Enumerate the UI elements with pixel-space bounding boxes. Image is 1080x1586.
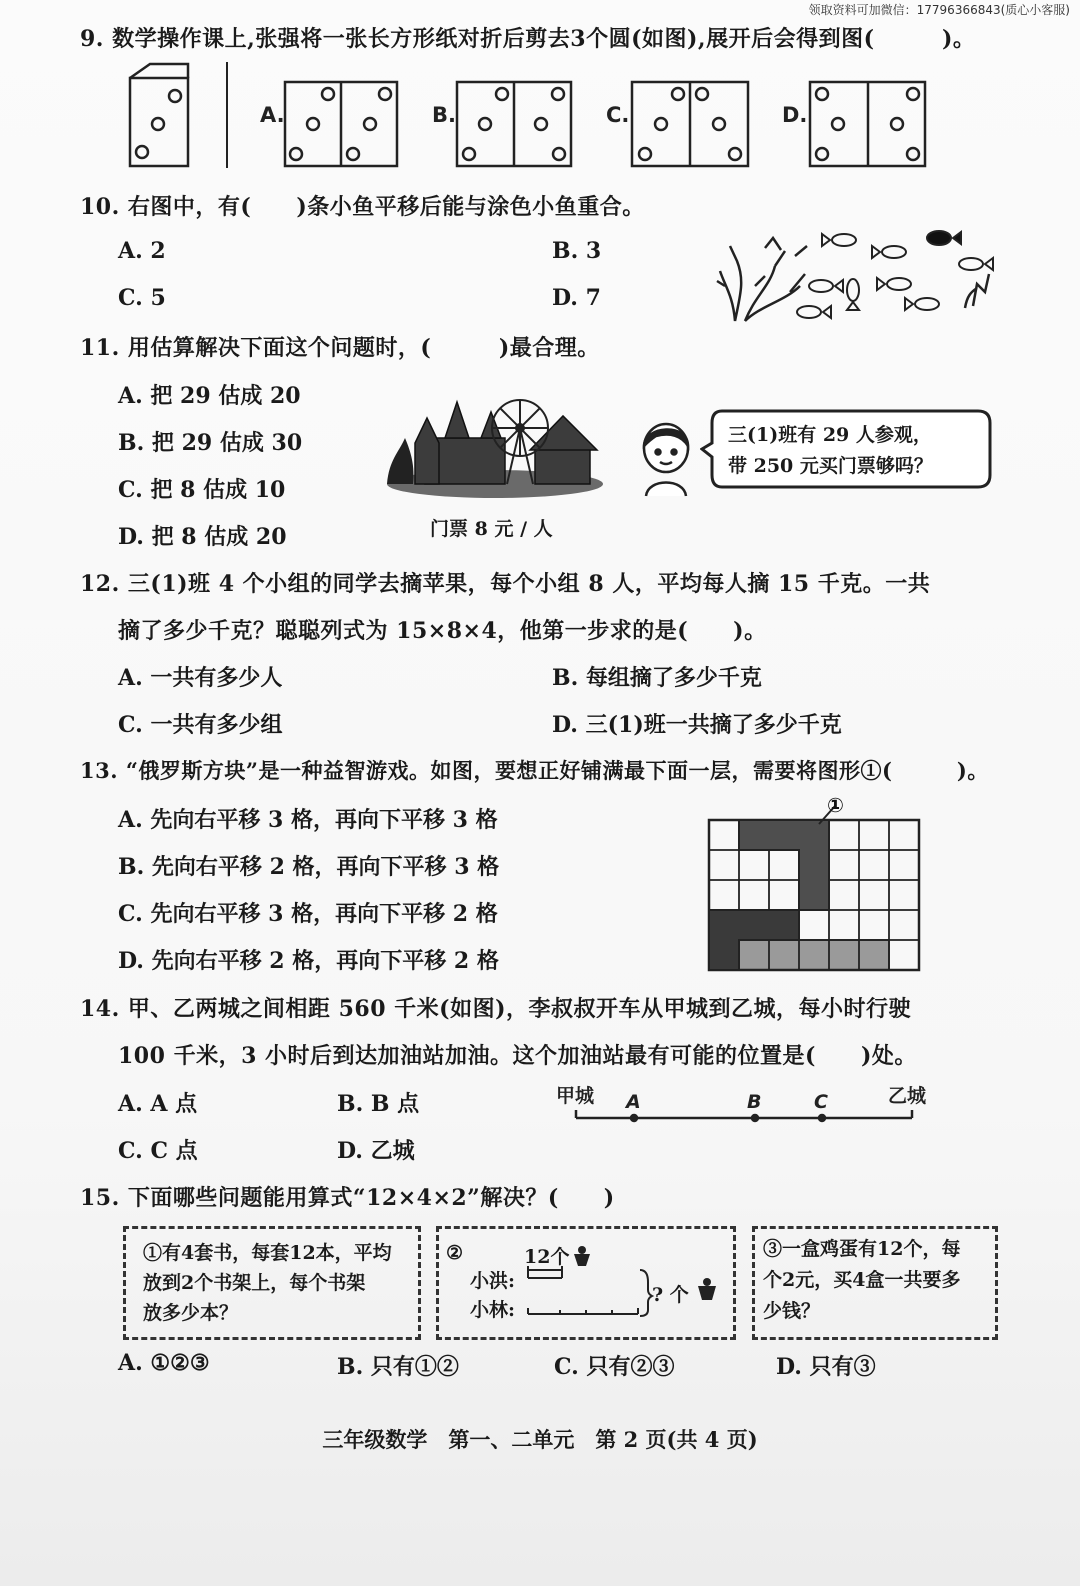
box2-top-label: 12个: [524, 1246, 570, 1268]
box2-question-label: ? 个: [652, 1284, 689, 1306]
option-a-figure: [285, 82, 397, 166]
label-a: A: [626, 1091, 641, 1113]
q14-option-b[interactable]: B. B 点: [337, 1091, 420, 1117]
box2-number: ②: [446, 1242, 464, 1264]
q13-option-a[interactable]: A. 先向右平移 3 格，再向下平移 3 格: [118, 807, 498, 833]
q12-option-c[interactable]: C. 一共有多少组: [118, 712, 283, 738]
q10-option-d[interactable]: D. 7: [552, 285, 601, 311]
box2-row-2-label: 小林:: [470, 1299, 516, 1321]
q11-option-c[interactable]: C. 把 8 估成 10: [118, 477, 286, 503]
seaweed-icon: [965, 274, 989, 308]
q13-option-d[interactable]: D. 先向右平移 2 格，再向下平移 2 格: [118, 948, 499, 974]
fish-coral-figure: [715, 226, 995, 330]
q10-option-a[interactable]: A. 2: [118, 238, 166, 264]
option-b-figure: [457, 82, 571, 166]
q14-option-a[interactable]: A. A 点: [118, 1091, 198, 1117]
q11-option-b[interactable]: B. 把 29 估成 30: [118, 430, 303, 456]
q14-option-d[interactable]: D. 乙城: [337, 1138, 415, 1164]
amusement-park-figure: [385, 388, 610, 506]
q13-option-c[interactable]: C. 先向右平移 3 格，再向下平移 2 格: [118, 901, 498, 927]
label-start-city: 甲城: [556, 1085, 595, 1107]
q10-option-c[interactable]: C. 5: [118, 285, 166, 311]
basket-icon-2: [698, 1278, 716, 1300]
box1-line-2: 放到2个书架上，每个书架: [143, 1272, 366, 1294]
q15-option-d[interactable]: D. 只有③: [776, 1354, 876, 1380]
q11-option-d[interactable]: D. 把 8 估成 20: [118, 524, 287, 550]
q12-stem-line-2: 摘了多少千克？聪聪列式为 15×8×4，他第一步求的是( )。: [118, 618, 767, 644]
box3-line-3: 少钱？: [763, 1300, 821, 1322]
option-a-label: A.: [260, 103, 285, 127]
q14-option-c[interactable]: C. C 点: [118, 1138, 198, 1164]
basket-icon: [574, 1246, 590, 1266]
box1-line-1: ①有4套书，每套12本，平均: [143, 1242, 392, 1264]
folded-paper-figure: [130, 62, 227, 168]
shape-1-label: ①: [827, 794, 844, 817]
option-d-figure: [810, 82, 925, 166]
boy-avatar-icon: [636, 418, 696, 498]
watermark: 领取资料可加微信：17796366843(质心小客服): [808, 3, 1070, 17]
ticket-price: 门票 8 元 / 人: [430, 518, 553, 540]
q13-stem: 13. “俄罗斯方块”是一种益智游戏。如图，要想正好铺满最下面一层，需要将图形①( )。: [80, 758, 989, 783]
q12-stem-line-1: 12. 三(1)班 4 个小组的同学去摘苹果，每个小组 8 人，平均每人摘 15 千克。一共: [80, 571, 931, 597]
q14-stem-line-1: 14. 甲、乙两城之间相距 560 千米(如图)，李叔叔开车从甲城到乙城，每小时行驶: [80, 996, 911, 1022]
q15-option-c[interactable]: C. 只有②③: [554, 1354, 675, 1380]
q15-stem: 15. 下面哪些问题能用算式“12×4×2”解决？( ): [80, 1185, 615, 1211]
box2-segment-diagram: [520, 1244, 730, 1324]
label-c: C: [814, 1091, 828, 1113]
page-footer: 三年级数学 第一、二单元 第 2 页(共 4 页): [322, 1427, 758, 1452]
box3-line-2: 个2元，买4盒一共要多: [763, 1269, 961, 1291]
label-end-city: 乙城: [888, 1085, 927, 1107]
q11-stem: 11. 用估算解决下面这个问题时，( )最合理。: [80, 335, 600, 361]
box2-row-1-label: 小洪:: [470, 1270, 516, 1292]
tetris-grid-figure: [705, 794, 927, 978]
box3-line-1: ③一盒鸡蛋有12个，每: [763, 1238, 961, 1260]
option-c-figure: [632, 82, 748, 166]
option-c-label: C.: [606, 103, 630, 127]
q12-option-b[interactable]: B. 每组摘了多少千克: [552, 665, 762, 691]
q12-option-d[interactable]: D. 三(1)班一共摘了多少千克: [552, 712, 842, 738]
q15-option-b[interactable]: B. 只有①②: [337, 1354, 459, 1380]
q12-option-a[interactable]: A. 一共有多少人: [118, 665, 283, 691]
coral-icon: [717, 238, 807, 321]
q11-option-a[interactable]: A. 把 29 估成 20: [118, 383, 301, 409]
q9-figures: [120, 58, 940, 173]
box1-line-3: 放多少本？: [143, 1302, 239, 1324]
option-d-label: D.: [782, 103, 808, 127]
fish-icons: [797, 231, 993, 318]
q15-option-a[interactable]: A. ①②③: [118, 1350, 210, 1376]
bubble-line-1: 三(1)班有 29 人参观，: [728, 424, 932, 446]
q9-stem: 9. 数学操作课上,张强将一张长方形纸对折后剪去3个圆(如图),展开后会得到图( )。: [80, 26, 976, 52]
q14-stem-line-2: 100 千米，3 小时后到达加油站加油。这个加油站最有可能的位置是( )处。: [118, 1043, 917, 1069]
q13-option-b[interactable]: B. 先向右平移 2 格，再向下平移 3 格: [118, 854, 500, 880]
option-b-label: B.: [432, 103, 456, 127]
bubble-line-2: 带 250 元买门票够吗？: [728, 455, 933, 477]
label-b: B: [747, 1091, 762, 1113]
q10-stem: 10. 右图中，有( )条小鱼平移后能与涂色小鱼重合。: [80, 194, 645, 220]
q10-option-b[interactable]: B. 3: [552, 238, 602, 264]
bottom-row-piece: [739, 940, 889, 970]
distance-line-figure: [550, 1078, 940, 1130]
